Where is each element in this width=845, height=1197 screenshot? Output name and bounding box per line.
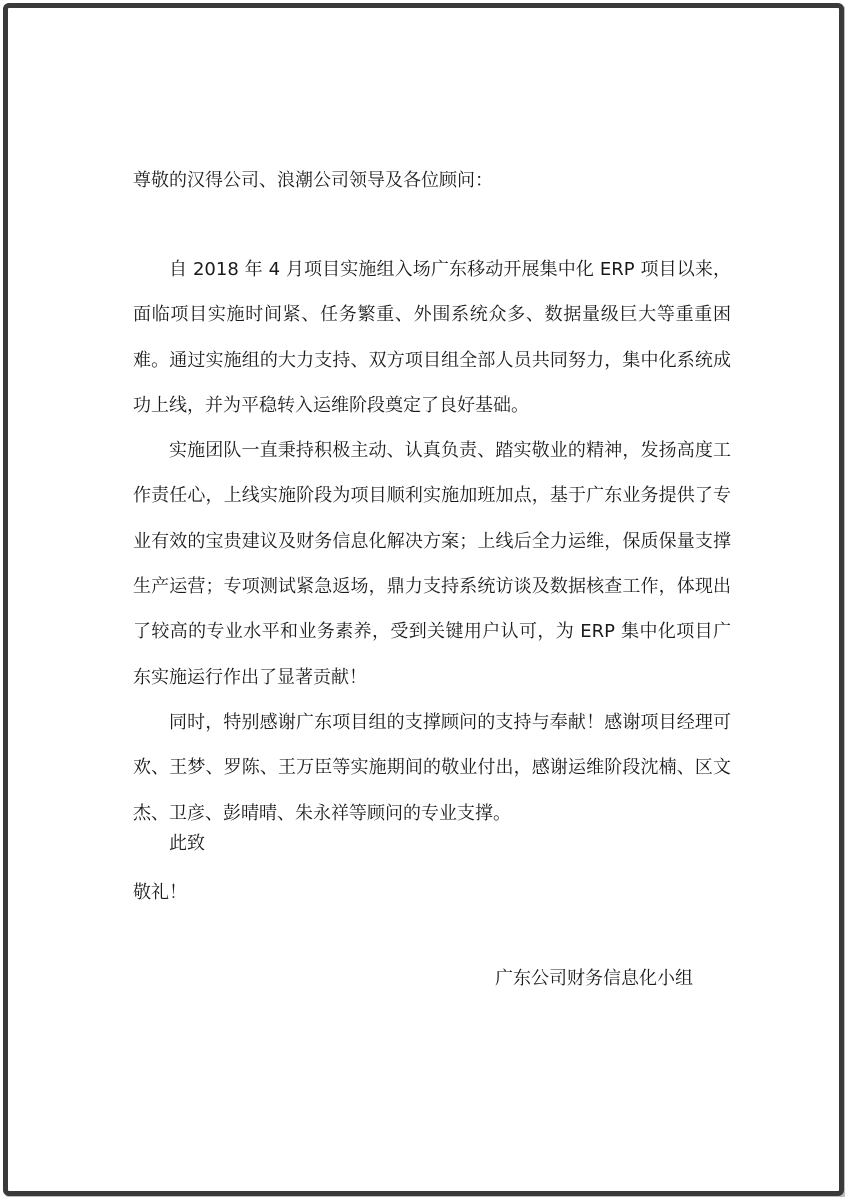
signature: 广东公司财务信息化小组	[495, 968, 693, 989]
paragraph-team-praise: 实施团队一直秉持积极主动、认真负责、踏实敬业的精神，发扬高度工作责任心，上线实施阶段为项目顺利实施加班加点，基于广东业务提供了专业有效的宝贵建议及财务信息化解决方案；上线后全力运维，保质保量支撑生产运营；专项测试紧急返场，鼎力支持系统访谈及数据核查工作，体现出了较高的专业水平和业务素养，受到关键用户认可，为 ERP 集中化项目广东实施运行作出了显著贡献！	[133, 440, 731, 688]
closing-cizhi: 此致	[169, 833, 205, 854]
salutation: 尊敬的汉得公司、浪潮公司领导及各位顾问：	[133, 170, 493, 191]
paragraph-thanks: 同时，特别感谢广东项目组的支撑顾问的支持与奉献！感谢项目经理可欢、王梦、罗陈、王万臣等实施期间的敬业付出，感谢运维阶段沈楠、区文杰、卫彦、彭晴晴、朱永祥等顾问的专业支撑。	[133, 711, 731, 824]
letter-page	[3, 3, 844, 1196]
closing-jingli: 敬礼！	[133, 882, 187, 903]
paragraph-project-intro: 自 2018 年 4 月项目实施组入场广东移动开展集中化 ERP 项目以来，面临项目实施时间紧、任务繁重、外围系统众多、数据量级巨大等重重困难。通过实施组的大力支持、双方项目组全部人员共同努力，集中化系统成功上线，并为平稳转入运维阶段奠定了良好基础。	[133, 259, 731, 416]
letter-content	[133, 247, 731, 836]
